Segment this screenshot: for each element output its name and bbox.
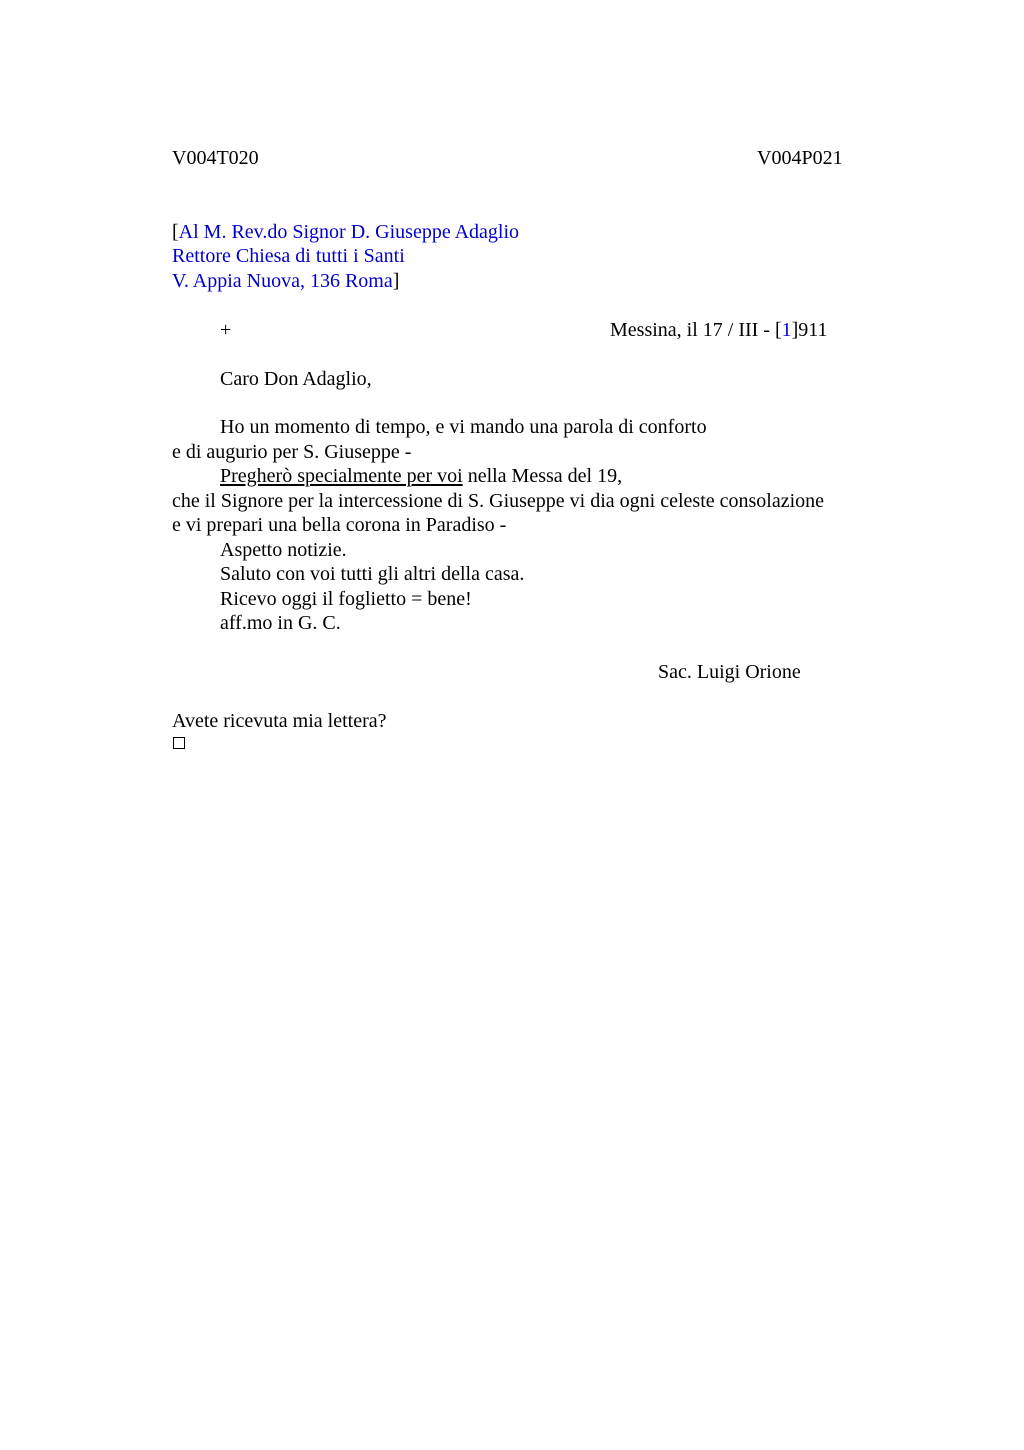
body-line-4: che il Signore per la intercessione di S. Giuseppe vi dia ogni celeste consolazione <box>172 490 825 512</box>
body-line-notizie: Aspetto notizie. <box>220 539 347 561</box>
address-recipient: Al M. Rev.do Signor D. Giuseppe Adaglio <box>178 221 520 243</box>
date-year-suffix: ]911 <box>791 319 828 341</box>
empty-box-symbol <box>173 737 185 749</box>
address-line-3 <box>172 269 399 293</box>
body-line-1: Ho un momento di tempo, e vi mando una parola di conforto <box>220 416 707 438</box>
cross-symbol: + <box>220 319 232 341</box>
date-prefix: Messina, il 17 / III - [ <box>610 319 782 341</box>
body-line-2: e di augurio per S. Giuseppe - <box>172 441 412 463</box>
right-document-code: V004P021 <box>757 147 843 169</box>
signature: Sac. Luigi Orione <box>658 661 801 683</box>
underlined-phrase: Pregherò specialmente per voi <box>220 465 463 487</box>
left-document-code: V004T020 <box>172 147 259 169</box>
body-line-5: e vi prepari una bella corona in Paradiso - <box>172 514 507 536</box>
address-line-2: Rettore Chiesa di tutti i Santi <box>172 245 405 267</box>
postscript: Avete ricevuta mia lettera? <box>172 710 387 732</box>
body-line-foglietto: Ricevo oggi il foglietto = bene! <box>220 588 472 610</box>
address-street: V. Appia Nuova, 136 Roma <box>172 270 393 292</box>
address-open-bracket: [ <box>172 221 179 243</box>
salutation: Caro Don Adaglio, <box>220 368 372 390</box>
date-year-digit: 1 <box>781 319 792 341</box>
body-line-3-rest: nella Messa del 19, <box>462 465 623 487</box>
body-line-3 <box>220 464 622 488</box>
closing-formula: aff.mo in G. C. <box>220 612 341 634</box>
body-line-saluto: Saluto con voi tutti gli altri della casa. <box>220 563 525 585</box>
address-line-1 <box>172 220 519 244</box>
address-close-bracket: ] <box>392 270 400 292</box>
place-and-date <box>610 318 828 342</box>
